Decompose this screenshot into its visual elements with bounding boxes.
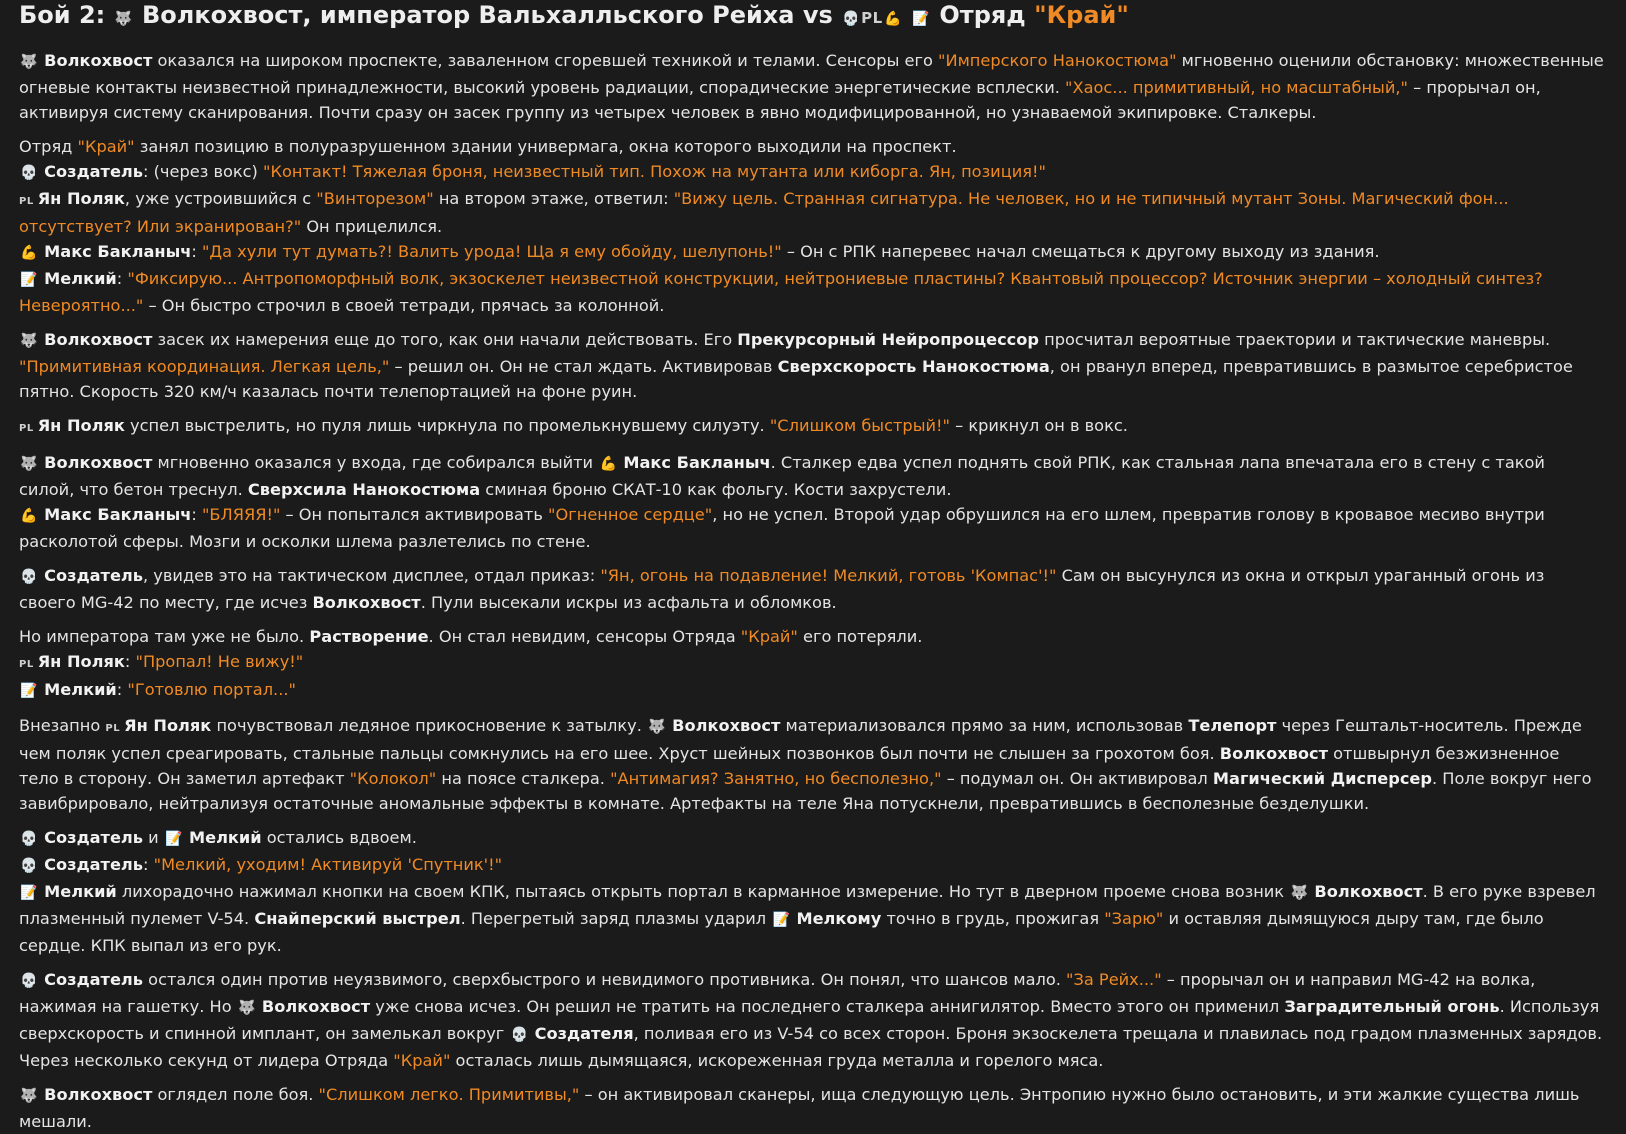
skull-icon: 💀: [20, 973, 38, 989]
highlight-text: "Ян, огонь на подавление! Мелкий, готовь 'Компас'!": [600, 566, 1057, 585]
memo-icon: 📝: [772, 912, 791, 928]
memo-icon: 📝: [20, 272, 38, 288]
paragraph: [19, 413, 1604, 441]
narrative-text: Сам он высунулся из окна и открыл ураганный огонь из своего MG-42 по месту, где исчез: [19, 566, 1545, 612]
wolf-icon: 🐺: [20, 54, 38, 70]
narrative-text: – прорычал он, активируя систему сканирования. Почти сразу он засек группу из четырех человек в явно модифицированной, но узнаваемой экипировке. Сталкеры.: [19, 78, 1541, 122]
narrative-text: материализовался прямо за ним, использовав: [780, 716, 1189, 735]
skull-icon: 💀: [20, 569, 38, 585]
highlight-text: "Примитивная координация. Легкая цель,": [19, 357, 390, 376]
paragraph: [19, 502, 1604, 554]
wolf-icon: 🐺: [238, 1000, 256, 1016]
memo-icon: 📝: [20, 683, 38, 699]
skull-icon: 💀: [20, 858, 38, 874]
paragraph: [19, 825, 1604, 852]
ability-name: Прекурсорный Нейропроцессор: [737, 330, 1039, 349]
character-name: Мелкому: [796, 909, 882, 928]
narrative-text: – подумал он. Он активировал: [941, 769, 1213, 788]
character-name: Волкохвост: [1314, 882, 1423, 901]
highlight-text: "Хаос... примитивный, но масштабный,": [1065, 78, 1408, 97]
pl-flag-icon: PL: [861, 9, 883, 27]
skull-icon: 💀: [20, 165, 38, 181]
highlight-text: "Фиксирую... Антропоморфный волк, экзоскелет неизвестной конструкции, нейтрониевые пластины? Квантовый процессор? Источник энергии – холодный синтез? Невероятно...": [19, 269, 1543, 315]
narrative-text: просчитал вероятные траектории и тактические маневры.: [1038, 330, 1551, 349]
character-name: Ян Поляк: [37, 416, 125, 435]
highlight-text: "Да хули тут думать?! Валить урода! Ща я ему обойду, шелупонь!": [201, 242, 782, 261]
character-name: Создатель: [44, 855, 144, 874]
narrative-text: Внезапно: [19, 716, 106, 735]
character-name: Мелкий: [44, 269, 117, 288]
ability-name: Магический Дисперсер: [1212, 769, 1432, 788]
narrative-text: . Поле вокруг него завибрировало, нейтрализуя остаточные аномальные эффекты в комнате. Артефакты на теле Яна потускнели, превратившись в бесполезные безделушки.: [19, 769, 1592, 813]
narrative-text: . Он стал невидим, сенсоры Отряда: [428, 627, 741, 646]
narrative-text: . В его руке взревел плазменный пулемет V-54.: [19, 882, 1596, 928]
narrative-text: , увидев это на тактическом дисплее, отдал приказ:: [143, 566, 601, 585]
narrative-text: – Он с РПК наперевес начал смещаться к другому выходу из здания.: [781, 242, 1380, 261]
pl-flag-icon: PL: [19, 196, 34, 207]
character-name: Волкохвост: [44, 330, 153, 349]
narrative-text: его потеряли.: [797, 627, 923, 646]
narrative-text: осталась лишь дымящаяся, искореженная груда металла и горелого мяса.: [450, 1051, 1104, 1070]
highlight-text: "Вижу цель. Странная сигнатура. Не человек, но и не типичный мутант Зоны. Магический фон... отсутствует? Или экранирован?": [19, 189, 1509, 236]
highlight-text: "Имперского Нанокостюма": [938, 51, 1177, 70]
character-name: Волкохвост: [1219, 744, 1328, 763]
paragraph: [19, 624, 1604, 649]
ability-name: Растворение: [309, 627, 429, 646]
narrative-text: лихорадочно нажимал кнопки на своем КПК, пытаясь открыть портал в карманное измерение. Но тут в дверном проеме снова возник: [116, 882, 1290, 901]
highlight-text: "Край": [77, 137, 135, 156]
paragraph: [19, 239, 1604, 266]
paragraph: [19, 450, 1604, 502]
character-name: Ян Поляк: [37, 189, 125, 208]
skull-icon: 💀: [842, 11, 860, 27]
narrative-text: уже снова исчез. Он решил не тратить на последнего сталкера аннигилятор. Вместо этого он применил: [370, 997, 1285, 1016]
narrative-text: почувствовал ледяное прикосновение к затылку.: [211, 716, 647, 735]
highlight-text: "За Рейх...": [1066, 970, 1162, 989]
highlight-text: "Антимагия? Занятно, но бесполезно,": [610, 769, 942, 788]
narrative-text: точно в грудь, прожигая: [881, 909, 1105, 928]
flexed-biceps-icon: 💪: [20, 245, 38, 261]
paragraph: [19, 879, 1604, 958]
memo-icon: 📝: [912, 11, 930, 27]
narrative-text: , поливая его из V-54 со всех сторон. Броня экзоскелета трещала и плавилась под градом плазменных зарядов. Через несколько секунд от лидера Отряда: [19, 1024, 1603, 1070]
paragraph: [19, 1082, 1604, 1134]
narrative-text: оказался на широком проспекте, заваленном сгоревшей техникой и телами. Сенсоры его: [152, 51, 939, 70]
highlight-text: "Слишком быстрый!": [769, 416, 950, 435]
paragraph: [19, 266, 1604, 318]
narrative-text: :: [116, 680, 128, 699]
flexed-biceps-icon: 💪: [20, 508, 38, 524]
narrative-text: :: [143, 855, 154, 874]
narrative-text: :: [191, 242, 202, 261]
narrative-text: – Он попытался активировать: [280, 505, 549, 524]
character-name: Волкохвост: [261, 997, 371, 1016]
paragraph: [19, 48, 1604, 125]
narrative-text: – он активировал сканеры, ища следующую цель. Энтропию нужно было остановить, и эти жалкие существа лишь мешали.: [19, 1085, 1580, 1131]
wolf-icon: 🐺: [20, 456, 38, 472]
character-name: Волкохвост: [672, 716, 781, 735]
narrative-text: и: [143, 828, 164, 847]
paragraph: [19, 713, 1604, 816]
narrative-text: :: [124, 652, 136, 671]
character-name: Макс Бакланыч: [623, 453, 771, 472]
ability-name: Сверхскорость Нанокостюма: [777, 357, 1050, 376]
highlight-text: "Мелкий, уходим! Активируй 'Спутник'!": [153, 855, 503, 874]
title-squad-name: "Край": [1034, 1, 1129, 29]
character-name: Создатель: [44, 162, 144, 181]
highlight-text: "Винторезом": [316, 189, 434, 208]
narrative-text: занял позицию в полуразрушенном здании универмага, окна которого выходили на проспект.: [134, 137, 957, 156]
narrative-text: сминая броню СКАТ-10 как фольгу. Кости захрустели.: [480, 480, 952, 499]
narrative-text: остался один против неуязвимого, сверхбыстрого и невидимого противника. Он понял, что шансов мало.: [143, 970, 1067, 989]
narrative-text: засек их намерения еще до того, как они начали действовать. Его: [152, 330, 738, 349]
character-name: Макс Бакланыч: [44, 242, 192, 261]
narrative-text: . Пули высекали искры из асфальта и обломков.: [420, 593, 837, 612]
paragraph: [19, 677, 1604, 704]
highlight-text: "Огненное сердце": [548, 505, 713, 524]
highlight-text: "Зарю": [1104, 909, 1164, 928]
paragraph: [19, 327, 1604, 404]
highlight-text: "Край": [393, 1051, 451, 1070]
character-name: Макс Бакланыч: [44, 505, 192, 524]
narrative-text: мгновенно оказался у входа, где собирался выйти: [152, 453, 599, 472]
highlight-text: "Готовлю портал...": [127, 680, 296, 699]
character-name: Мелкий: [44, 680, 117, 699]
paragraph: [19, 563, 1604, 615]
narrative-text: :: [116, 269, 128, 288]
highlight-text: "Край": [740, 627, 798, 646]
narrative-text: – Он быстро строчил в своей тетради, прячась за колонной.: [143, 296, 665, 315]
ability-name: Телепорт: [1188, 716, 1277, 735]
wolf-icon: 🐺: [114, 11, 133, 27]
highlight-text: "Колокол": [349, 769, 437, 788]
highlight-text: "Контакт! Тяжелая броня, неизвестный тип. Похож на мутанта или киборга. Ян, позиция!": [263, 162, 1046, 181]
title-wolf-name: Волкохвост, император Вальхалльского Рейха vs: [141, 1, 833, 29]
narrative-text: мгновенно оценили обстановку: множественные огневые контакты неизвестной принадлежности, высокий уровень радиации, спорадические энергетические всплески.: [19, 51, 1604, 97]
narrative-text: : (через вокс): [143, 162, 264, 181]
paragraph: [19, 649, 1604, 677]
narrative-text: . Перегретый заряд плазмы ударил: [460, 909, 772, 928]
paragraph: [19, 159, 1604, 186]
pl-flag-icon: PL: [19, 423, 34, 434]
paragraph: [19, 852, 1604, 879]
character-name: Ян Поляк: [124, 716, 212, 735]
wolf-icon: 🐺: [1290, 885, 1308, 901]
narrative-text: и оставляя дымящуюся дыру там, где было сердце. КПК выпал из его рук.: [19, 909, 1544, 955]
narrative-text: – крикнул он в вокс.: [949, 416, 1128, 435]
character-name: Создатель: [44, 970, 144, 989]
narrative-text: успел выстрелить, но пуля лишь чиркнула по промелькнувшему силуэту.: [124, 416, 770, 435]
character-name: Ян Поляк: [37, 652, 125, 671]
paragraph: [19, 134, 1604, 159]
pl-flag-icon: PL: [19, 659, 34, 670]
narrative-text: , уже устроившийся с: [124, 189, 317, 208]
skull-icon: 💀: [510, 1027, 529, 1043]
character-name: Волкохвост: [44, 51, 153, 70]
wolf-icon: 🐺: [20, 333, 38, 349]
paragraph: [19, 186, 1604, 239]
narrative-text: . Используя сверхскорость и спинной имплант, он замелькал вокруг: [19, 997, 1600, 1043]
highlight-text: "Слишком легко. Примитивы,": [318, 1085, 580, 1104]
highlight-text: "Пропал! Не вижу!": [135, 652, 304, 671]
character-name: Создателя: [534, 1024, 634, 1043]
narrative-text: Он прицелился.: [301, 217, 443, 236]
battle-title: [19, 0, 1604, 34]
character-name: Создатель: [44, 566, 144, 585]
narrative-text: оглядел поле боя.: [152, 1085, 319, 1104]
narrative-text: Отряд: [19, 137, 78, 156]
ability-name: Снайперский выстрел: [254, 909, 461, 928]
character-name: Волкохвост: [312, 593, 421, 612]
wolf-icon: 🐺: [20, 1088, 38, 1104]
narrative-text: Но императора там уже не было.: [19, 627, 310, 646]
title-squad-text: Отряд: [939, 1, 1026, 29]
paragraph: [19, 967, 1604, 1073]
flexed-biceps-icon: 💪: [883, 11, 902, 27]
narrative-text: , он рванул вперед, превратившись в размытое серебристое пятно. Скорость 320 км/ч казалась почти телепортацией на фоне руин.: [19, 357, 1573, 401]
character-name: Создатель: [44, 828, 144, 847]
ability-name: Заградительный огонь: [1284, 997, 1500, 1016]
narrative-text: отшвырнул безжизненное тело в сторону. Он заметил артефакт: [19, 744, 1560, 788]
battle-narrative: [19, 34, 1604, 1134]
narrative-text: на поясе сталкера.: [436, 769, 611, 788]
ability-name: Сверхсила Нанокостюма: [247, 480, 481, 499]
skull-icon: 💀: [20, 831, 38, 847]
narrative-text: . Сталкер едва успел поднять свой РПК, как стальная лапа впечатала его в стену с такой силой, что бетон треснул.: [19, 453, 1545, 499]
narrative-text: :: [191, 505, 202, 524]
narrative-text: остались вдвоем.: [261, 828, 417, 847]
narrative-text: , но не успел. Второй удар обрушился на его шлем, превратив голову в кровавое месиво внутри расколотой сферы. Мозги и осколки шлема разлетелись по стене.: [19, 505, 1545, 551]
memo-icon: 📝: [165, 831, 183, 847]
flexed-biceps-icon: 💪: [599, 456, 617, 472]
narrative-text: – решил он. Он не стал ждать. Активировав: [389, 357, 778, 376]
narrative-text: – прорычал он и направил MG-42 на волка, нажимая на гашетку. Но: [19, 970, 1536, 1016]
highlight-text: "БЛЯЯЯ!": [201, 505, 281, 524]
title-prefix: Бой 2:: [19, 1, 106, 29]
narrative-text: через Гештальт-носитель. Прежде чем поляк успел среагировать, стальные пальцы сомкнулись на его шее. Хруст шейных позвонков был почти не слышен за грохотом боя.: [19, 716, 1582, 763]
character-name: Волкохвост: [44, 453, 153, 472]
pl-flag-icon: PL: [105, 723, 121, 734]
wolf-icon: 🐺: [648, 719, 666, 735]
memo-icon: 📝: [20, 885, 38, 901]
character-name: Волкохвост: [44, 1085, 153, 1104]
character-name: Мелкий: [188, 828, 262, 847]
narrative-text: на втором этаже, ответил:: [433, 189, 674, 208]
character-name: Мелкий: [44, 882, 117, 901]
